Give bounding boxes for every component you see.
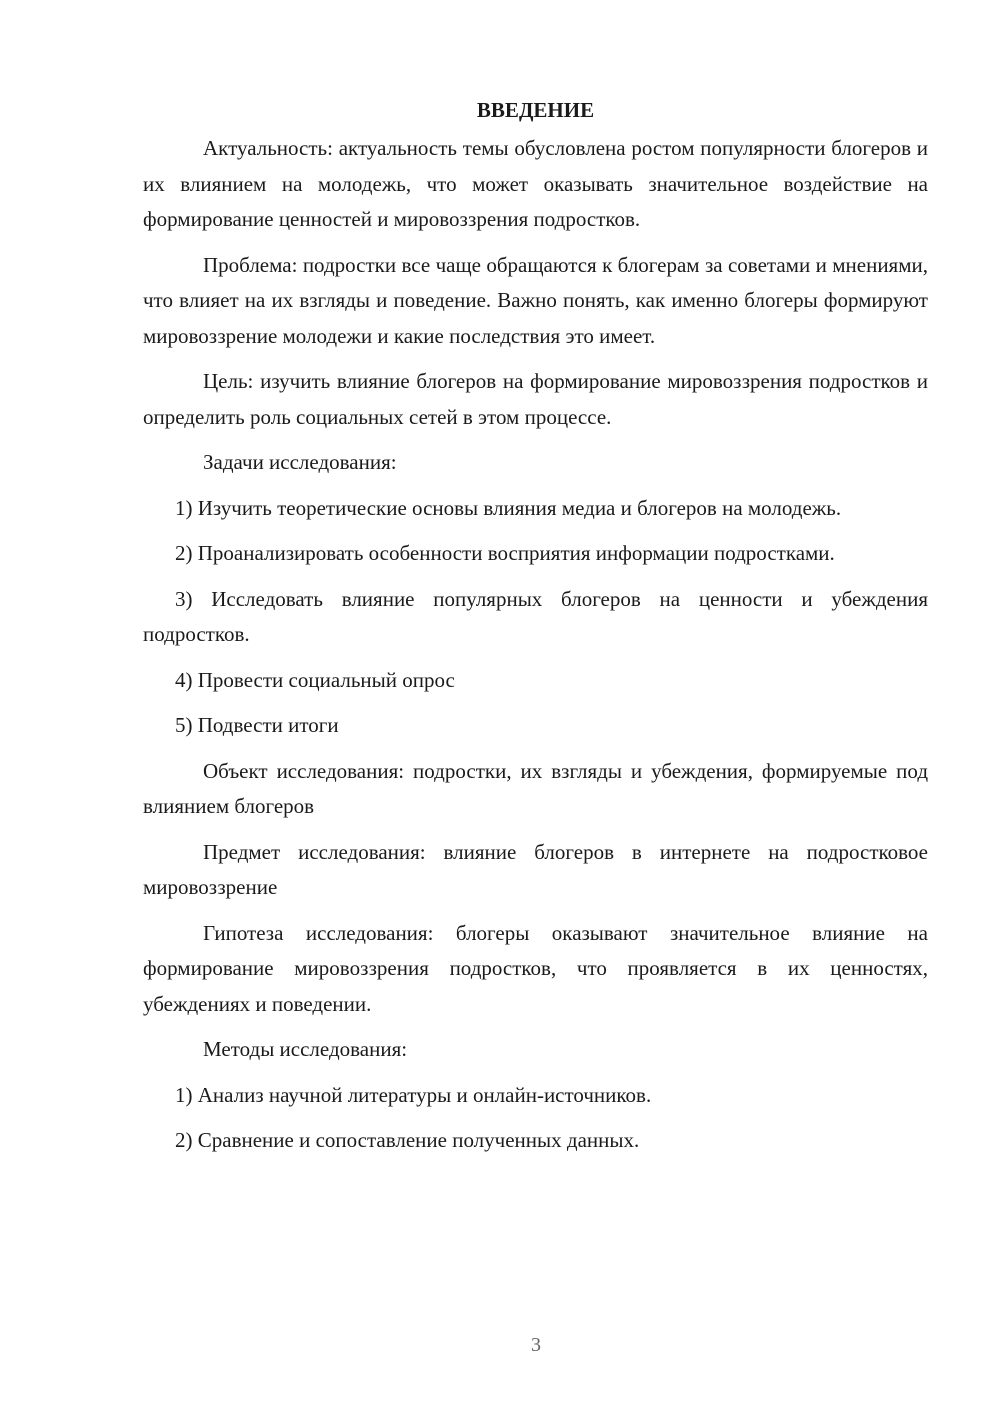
task-item-1: 1) Изучить теоретические основы влияния медиа и блогеров на молодежь. [175,495,842,520]
task-item-3: 3) Исследовать влияние популярных блогеров на ценности и убеждения подростков. [143,586,928,646]
page-number: 3 [531,1334,541,1356]
problem-paragraph: Проблема: подростки все чаще обращаются к блогерам за советами и мнениями, что влияет на их взгляды и поведение. Важно понять, как именно блогеры формируют мировоззрение молодежи и какие последствия это имеет. [143,252,928,348]
subject-paragraph: Предмет исследования: влияние блогеров в интернете на подростковое мировоззрение [143,839,928,899]
section-heading: ВВЕДЕНИЕ [476,98,595,122]
object-paragraph: Объект исследования: подростки, их взгляды и убеждения, формируемые под влиянием блогеров [143,758,928,818]
method-item-1: 1) Анализ научной литературы и онлайн-источников. [175,1082,652,1107]
methods-heading: Методы исследования: [203,1037,408,1061]
task-item-5: 5) Подвести итоги [175,713,339,737]
tasks-heading: Задачи исследования: [203,450,397,474]
relevance-paragraph: Актуальность: актуальность темы обусловлена ростом популярности блогеров и их влиянием на молодежь, что может оказывать значительное воздействие на формирование ценностей и мировоззрения подростков. [143,136,928,231]
page-content [143,95,928,1169]
method-item-2: 2) Сравнение и сопоставление полученных данных. [175,1128,640,1152]
hypothesis-paragraph: Гипотеза исследования: блогеры оказывают значительное влияние на формирование мировоззрения подростков, что проявляется в их ценностях, убеждениях и поведении. [143,920,928,1016]
task-item-2: 2) Проанализировать особенности восприятия информации подростками. [175,541,835,565]
goal-paragraph: Цель: изучить влияние блогеров на формирование мировоззрения подростков и определить роль социальных сетей в этом процессе. [143,369,928,429]
task-item-4: 4) Провести социальный опрос [175,667,455,692]
